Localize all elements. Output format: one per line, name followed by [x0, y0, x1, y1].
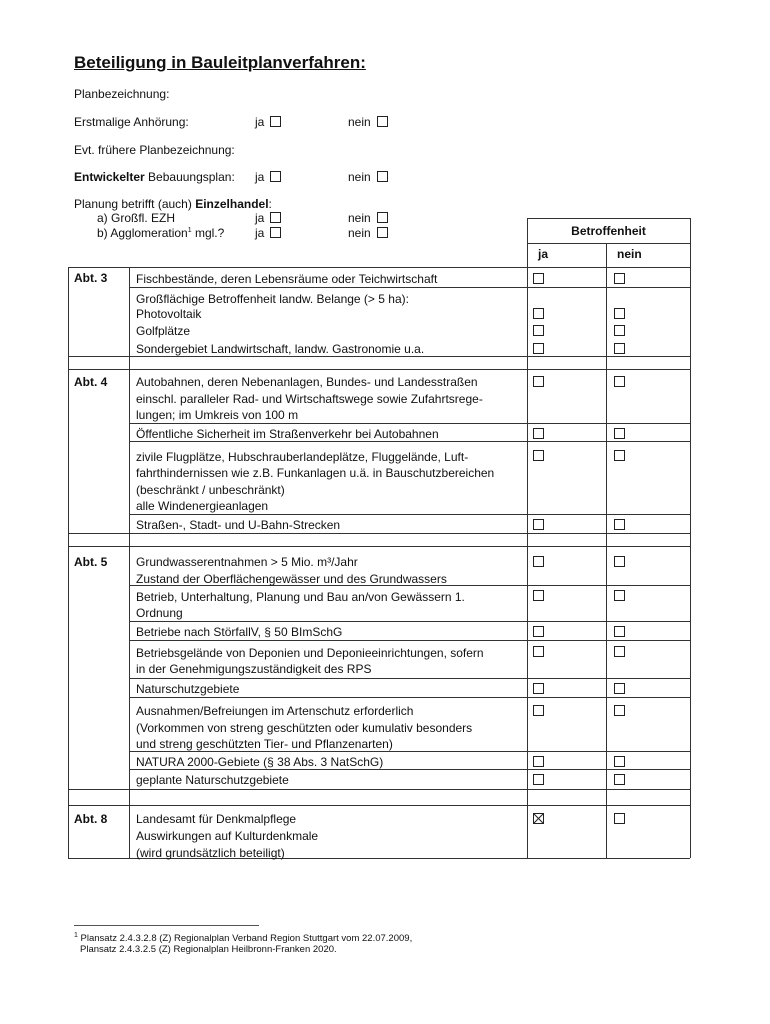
nein-checkbox[interactable] — [614, 705, 625, 716]
row-text: NATURA 2000-Gebiete (§ 38 Abs. 3 NatSchG) — [136, 755, 384, 769]
row-text: geplante Naturschutzgebiete — [136, 773, 289, 787]
column-ja-header: ja — [538, 247, 549, 261]
nein-checkbox[interactable] — [614, 646, 625, 657]
ja-checkbox[interactable] — [533, 308, 544, 319]
row-line — [129, 640, 690, 641]
planbezeichnung-label: Planbezeichnung: — [74, 87, 170, 101]
row-text: fahrthindernissen wie z.B. Funkanlagen u.ä. in Bauschutzbereichen — [136, 466, 495, 480]
abt-8-label: Abt. 8 — [74, 812, 108, 826]
row-text: Naturschutzgebiete — [136, 682, 240, 696]
item-b-pre: b) Agglomeration — [97, 226, 188, 240]
erstmalige-nein-label: nein — [348, 115, 371, 129]
item-b-nein-checkbox[interactable] — [377, 227, 388, 238]
row-text: Betrieb, Unterhaltung, Planung und Bau an/von Gewässern 1. — [136, 590, 465, 604]
abt-3-label: Abt. 3 — [74, 271, 108, 285]
row-text: Straßen-, Stadt- und U-Bahn-Strecken — [136, 518, 341, 532]
row-text: Ordnung — [136, 606, 183, 620]
ja-checkbox-checked[interactable] — [533, 813, 544, 824]
row-line — [129, 678, 690, 679]
ja-checkbox[interactable] — [533, 325, 544, 336]
ja-checkbox[interactable] — [533, 376, 544, 387]
erstmalige-label: Erstmalige Anhörung: — [74, 115, 189, 129]
nein-checkbox[interactable] — [614, 376, 625, 387]
row-line — [68, 369, 690, 370]
item-a-ja-label: ja — [255, 211, 265, 225]
entwickelter-nein-checkbox[interactable] — [377, 171, 388, 182]
row-text: Landesamt für Denkmalpflege — [136, 812, 297, 826]
ja-checkbox[interactable] — [533, 519, 544, 530]
ja-checkbox[interactable] — [533, 590, 544, 601]
entwickelter-bold: Entwickelter — [74, 170, 145, 184]
item-a-nein-checkbox[interactable] — [377, 212, 388, 223]
column-nein-header: nein — [617, 247, 642, 261]
item-b-ja-label: ja — [255, 226, 265, 240]
entwickelter-rest: Bebauungsplan: — [144, 170, 235, 184]
item-a-nein-label: nein — [348, 211, 371, 225]
planung-suffix: : — [268, 197, 272, 211]
abt-4-label: Abt. 4 — [74, 375, 108, 389]
row-line — [68, 805, 690, 806]
table-right — [690, 267, 691, 858]
row-line — [68, 789, 690, 790]
row-text: Öffentliche Sicherheit im Straßenverkehr bei Autobahnen — [136, 427, 439, 441]
item-a-label: a) Großfl. EZH — [97, 211, 176, 225]
nein-checkbox[interactable] — [614, 556, 625, 567]
nein-checkbox[interactable] — [614, 590, 625, 601]
nein-checkbox[interactable] — [614, 343, 625, 354]
nein-checkbox[interactable] — [614, 325, 625, 336]
row-text: Fischbestände, deren Lebensräume oder Teichwirtschaft — [136, 272, 438, 286]
abt-5-label: Abt. 5 — [74, 555, 108, 569]
ja-checkbox[interactable] — [533, 705, 544, 716]
nein-checkbox[interactable] — [614, 774, 625, 785]
row-text: Sondergebiet Landwirtschaft, landw. Gastronomie u.a. — [136, 342, 425, 356]
footnote-line-2: Plansatz 2.4.3.2.5 (Z) Regionalplan Heilbronn-Franken 2020. — [80, 944, 337, 955]
row-line — [68, 533, 690, 534]
row-text: Ausnahmen/Befreiungen im Artenschutz erforderlich — [136, 704, 414, 718]
row-line — [129, 514, 690, 515]
row-line — [129, 621, 690, 622]
erstmalige-nein-checkbox[interactable] — [377, 116, 388, 127]
header-box-mid — [527, 243, 690, 244]
ja-checkbox[interactable] — [533, 683, 544, 694]
nein-checkbox[interactable] — [614, 813, 625, 824]
erstmalige-ja-label: ja — [255, 115, 265, 129]
page-title: Beteiligung in Bauleitplanverfahren: — [74, 53, 366, 72]
item-a-ja-checkbox[interactable] — [270, 212, 281, 223]
planung-prefix: Planung betrifft (auch) — [74, 197, 196, 211]
nein-checkbox[interactable] — [614, 626, 625, 637]
row-text: (wird grundsätzlich beteiligt) — [136, 846, 285, 860]
entwickelter-ja-checkbox[interactable] — [270, 171, 281, 182]
row-line — [129, 751, 690, 752]
row-line — [129, 697, 690, 698]
footnote-mark: 1 — [74, 932, 78, 939]
ja-checkbox[interactable] — [533, 556, 544, 567]
ja-checkbox[interactable] — [533, 343, 544, 354]
ja-checkbox[interactable] — [533, 273, 544, 284]
footnote-line-1: Plansatz 2.4.3.2.8 (Z) Regionalplan Verband Region Stuttgart vom 22.07.2009, — [80, 933, 413, 945]
row-line — [129, 769, 690, 770]
row-text: lungen; im Umkreis von 100 m — [136, 408, 299, 422]
row-text: Betriebe nach StörfallV, § 50 BImSchG — [136, 625, 343, 639]
row-text: Betriebsgelände von Deponien und Deponieeinrichtungen, sofern — [136, 646, 484, 660]
row-text: Auswirkungen auf Kulturdenkmale — [136, 829, 319, 843]
row-text: zivile Flugplätze, Hubschrauberlandeplätze, Fluggelände, Luft- — [136, 450, 469, 464]
row-text: in der Genehmigungszuständigkeit des RPS — [136, 662, 372, 676]
item-b-label — [97, 226, 224, 240]
row-line — [68, 546, 690, 547]
item-b-nein-label: nein — [348, 226, 371, 240]
row-text: Großflächige Betroffenheit landw. Belange (> 5 ha): — [136, 292, 409, 306]
row-line — [68, 356, 690, 357]
ja-checkbox[interactable] — [533, 774, 544, 785]
ja-checkbox[interactable] — [533, 450, 544, 461]
footnote-ref: 1 — [187, 227, 192, 234]
nein-checkbox[interactable] — [614, 273, 625, 284]
ja-checkbox[interactable] — [533, 756, 544, 767]
entwickelter-nein-label: nein — [348, 170, 371, 184]
footnote — [74, 932, 412, 944]
row-text: einschl. paralleler Rad- und Wirtschaftswege sowie Zufahrtsrege- — [136, 392, 483, 406]
entwickelter-label — [74, 170, 235, 184]
header-box-right — [690, 218, 691, 267]
row-text: Photovoltaik — [136, 307, 202, 321]
row-line — [129, 423, 690, 424]
nein-checkbox[interactable] — [614, 428, 625, 439]
nein-checkbox[interactable] — [614, 756, 625, 767]
row-text: alle Windenergieanlagen — [136, 499, 269, 513]
erstmalige-ja-checkbox[interactable] — [270, 116, 281, 127]
footnote-separator — [74, 925, 259, 926]
row-line — [129, 287, 690, 288]
nein-checkbox[interactable] — [614, 519, 625, 530]
ja-checkbox[interactable] — [533, 428, 544, 439]
table-top — [68, 267, 690, 268]
planung-label — [74, 197, 272, 211]
row-text: und streng geschützten Tier- und Pflanzenarten) — [136, 737, 393, 751]
entwickelter-ja-label: ja — [255, 170, 265, 184]
nein-checkbox[interactable] — [614, 450, 625, 461]
row-text: (beschränkt / unbeschränkt) — [136, 483, 285, 497]
header-box-top — [527, 218, 690, 219]
nein-checkbox[interactable] — [614, 308, 625, 319]
row-text: Zustand der Oberflächengewässer und des Grundwassers — [136, 572, 447, 586]
row-line — [129, 441, 690, 442]
item-b-post: mgl.? — [191, 226, 225, 240]
betroffenheit-header: Betroffenheit — [571, 224, 646, 238]
planung-bold: Einzelhandel — [195, 197, 269, 211]
row-text: (Vorkommen von streng geschützten oder kumulativ besonders — [136, 721, 473, 735]
row-text: Autobahnen, deren Nebenanlagen, Bundes- und Landesstraßen — [136, 375, 478, 389]
item-b-ja-checkbox[interactable] — [270, 227, 281, 238]
row-text: Golfplätze — [136, 324, 191, 338]
ja-checkbox[interactable] — [533, 646, 544, 657]
nein-checkbox[interactable] — [614, 683, 625, 694]
ja-checkbox[interactable] — [533, 626, 544, 637]
row-text: Grundwasserentnahmen > 5 Mio. m³/Jahr — [136, 555, 358, 569]
header-box-divider — [606, 243, 607, 267]
fruehere-label: Evt. frühere Planbezeichnung: — [74, 143, 235, 157]
